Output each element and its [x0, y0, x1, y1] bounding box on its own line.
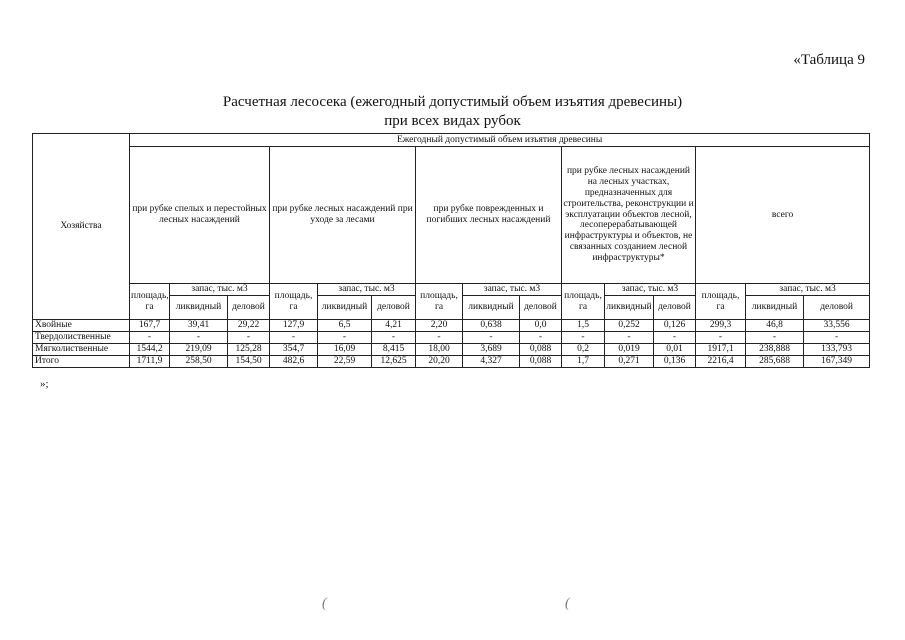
table-subtitle: при всех видах рубок [384, 113, 521, 129]
table-cell: 0,126 [654, 320, 696, 332]
table-cell: 22,59 [318, 356, 372, 368]
table-cell: 33,556 [804, 320, 870, 332]
table-cell: 354,7 [270, 344, 318, 356]
farm-header: Хозяйства [33, 134, 130, 320]
table-cell: 4,21 [372, 320, 416, 332]
table-cell: 133,793 [804, 344, 870, 356]
table-cell: 238,888 [746, 344, 804, 356]
table-cell: - [463, 332, 520, 344]
liquid-header: ликвидный [746, 296, 804, 320]
group-header: при рубке лесных насаждений при уходе за лесами [270, 147, 416, 284]
table-cell: 1,7 [562, 356, 605, 368]
business-header: деловой [520, 296, 562, 320]
table-cell: 154,50 [228, 356, 270, 368]
row-label: Твердолиственные [33, 332, 130, 344]
table-row [33, 344, 870, 356]
table-cell: - [372, 332, 416, 344]
stock-header: запас, тыс. м3 [170, 284, 270, 296]
row-label: Мягколиственные [33, 344, 130, 356]
table-cell: 0,088 [520, 356, 562, 368]
table-cell: - [562, 332, 605, 344]
group-header: при рубке лесных насаждений на лесных участках, предназначенных для строительства, реконструкции и эксплуатации объектов лесной, лесоперерабатывающей инфраструктуры и объектов, не связанных созданием лесной инфраструктуры* [562, 147, 696, 284]
table-cell: 20,20 [416, 356, 463, 368]
area-header: площадь, га [130, 284, 170, 320]
table-cell: 39,41 [170, 320, 228, 332]
table-cell: - [416, 332, 463, 344]
table-cell: - [804, 332, 870, 344]
stock-header: запас, тыс. м3 [605, 284, 696, 296]
main-header: Ежегодный допустимый объем изъятия древесины [130, 134, 870, 147]
row-label: Итого [33, 356, 130, 368]
table-cell: 12,625 [372, 356, 416, 368]
scan-mark: ( [322, 596, 327, 611]
table-cell: 18,00 [416, 344, 463, 356]
business-header: деловой [804, 296, 870, 320]
area-header: площадь, га [562, 284, 605, 320]
table-cell: 0,01 [654, 344, 696, 356]
stock-header: запас, тыс. м3 [746, 284, 870, 296]
area-header: площадь, га [696, 284, 746, 320]
table-cell: 46,8 [746, 320, 804, 332]
table-cell: 0,638 [463, 320, 520, 332]
liquid-header: ликвидный [318, 296, 372, 320]
table-cell: - [605, 332, 654, 344]
table-cell: - [520, 332, 562, 344]
table-cell: 482,6 [270, 356, 318, 368]
liquid-header: ликвидный [605, 296, 654, 320]
table-cell: 0,2 [562, 344, 605, 356]
table-cell: 285,688 [746, 356, 804, 368]
table-cell: - [654, 332, 696, 344]
table-cell: 2216,4 [696, 356, 746, 368]
business-header: деловой [372, 296, 416, 320]
table-cell: - [270, 332, 318, 344]
table-cell: 219,09 [170, 344, 228, 356]
table-number-label: «Таблица 9 [793, 52, 865, 68]
group-header: при рубке поврежденных и погибших лесных насаждений [416, 147, 562, 284]
table-cell: 167,7 [130, 320, 170, 332]
table-cell: 1917,1 [696, 344, 746, 356]
table-cell: 258,50 [170, 356, 228, 368]
liquid-header: ликвидный [170, 296, 228, 320]
table-cell: - [170, 332, 228, 344]
stock-header: запас, тыс. м3 [463, 284, 562, 296]
area-header: площадь, га [416, 284, 463, 320]
business-header: деловой [228, 296, 270, 320]
table-row [33, 320, 870, 332]
table-cell: - [746, 332, 804, 344]
table-cell: - [130, 332, 170, 344]
table-body [33, 320, 870, 368]
row-label: Хвойные [33, 320, 130, 332]
table-cell: 1711,9 [130, 356, 170, 368]
table-cell: - [228, 332, 270, 344]
table-cell: 29,22 [228, 320, 270, 332]
table-cell: 127,9 [270, 320, 318, 332]
area-header: площадь, га [270, 284, 318, 320]
table-cell: 16,09 [318, 344, 372, 356]
table-cell: 1544,2 [130, 344, 170, 356]
group-header: при рубке спелых и перестойных лесных насаждений [130, 147, 270, 284]
table-cell: 6,5 [318, 320, 372, 332]
table-cell: 0,0 [520, 320, 562, 332]
table-title: Расчетная лесосека (ежегодный допустимый объем изъятия древесины) [222, 94, 683, 110]
scan-mark: ( [565, 596, 570, 611]
table-cell: 1,5 [562, 320, 605, 332]
stock-header: запас, тыс. м3 [318, 284, 416, 296]
table-cell: 299,3 [696, 320, 746, 332]
table-cell: 0,252 [605, 320, 654, 332]
business-header: деловой [654, 296, 696, 320]
table-cell: 2,20 [416, 320, 463, 332]
table-cell: 0,088 [520, 344, 562, 356]
table-cell: 0,136 [654, 356, 696, 368]
table-cell: 4,327 [463, 356, 520, 368]
logging-volume-table [32, 133, 870, 368]
group-header: всего [696, 147, 870, 284]
footer-mark: »; [40, 378, 49, 390]
table-cell: - [696, 332, 746, 344]
table-cell: 125,28 [228, 344, 270, 356]
table-cell: - [318, 332, 372, 344]
table-cell: 0,271 [605, 356, 654, 368]
table-cell: 167,349 [804, 356, 870, 368]
table-cell: 3,689 [463, 344, 520, 356]
table-row [33, 356, 870, 368]
liquid-header: ликвидный [463, 296, 520, 320]
table-cell: 8,415 [372, 344, 416, 356]
table-row [33, 332, 870, 344]
table-cell: 0,019 [605, 344, 654, 356]
